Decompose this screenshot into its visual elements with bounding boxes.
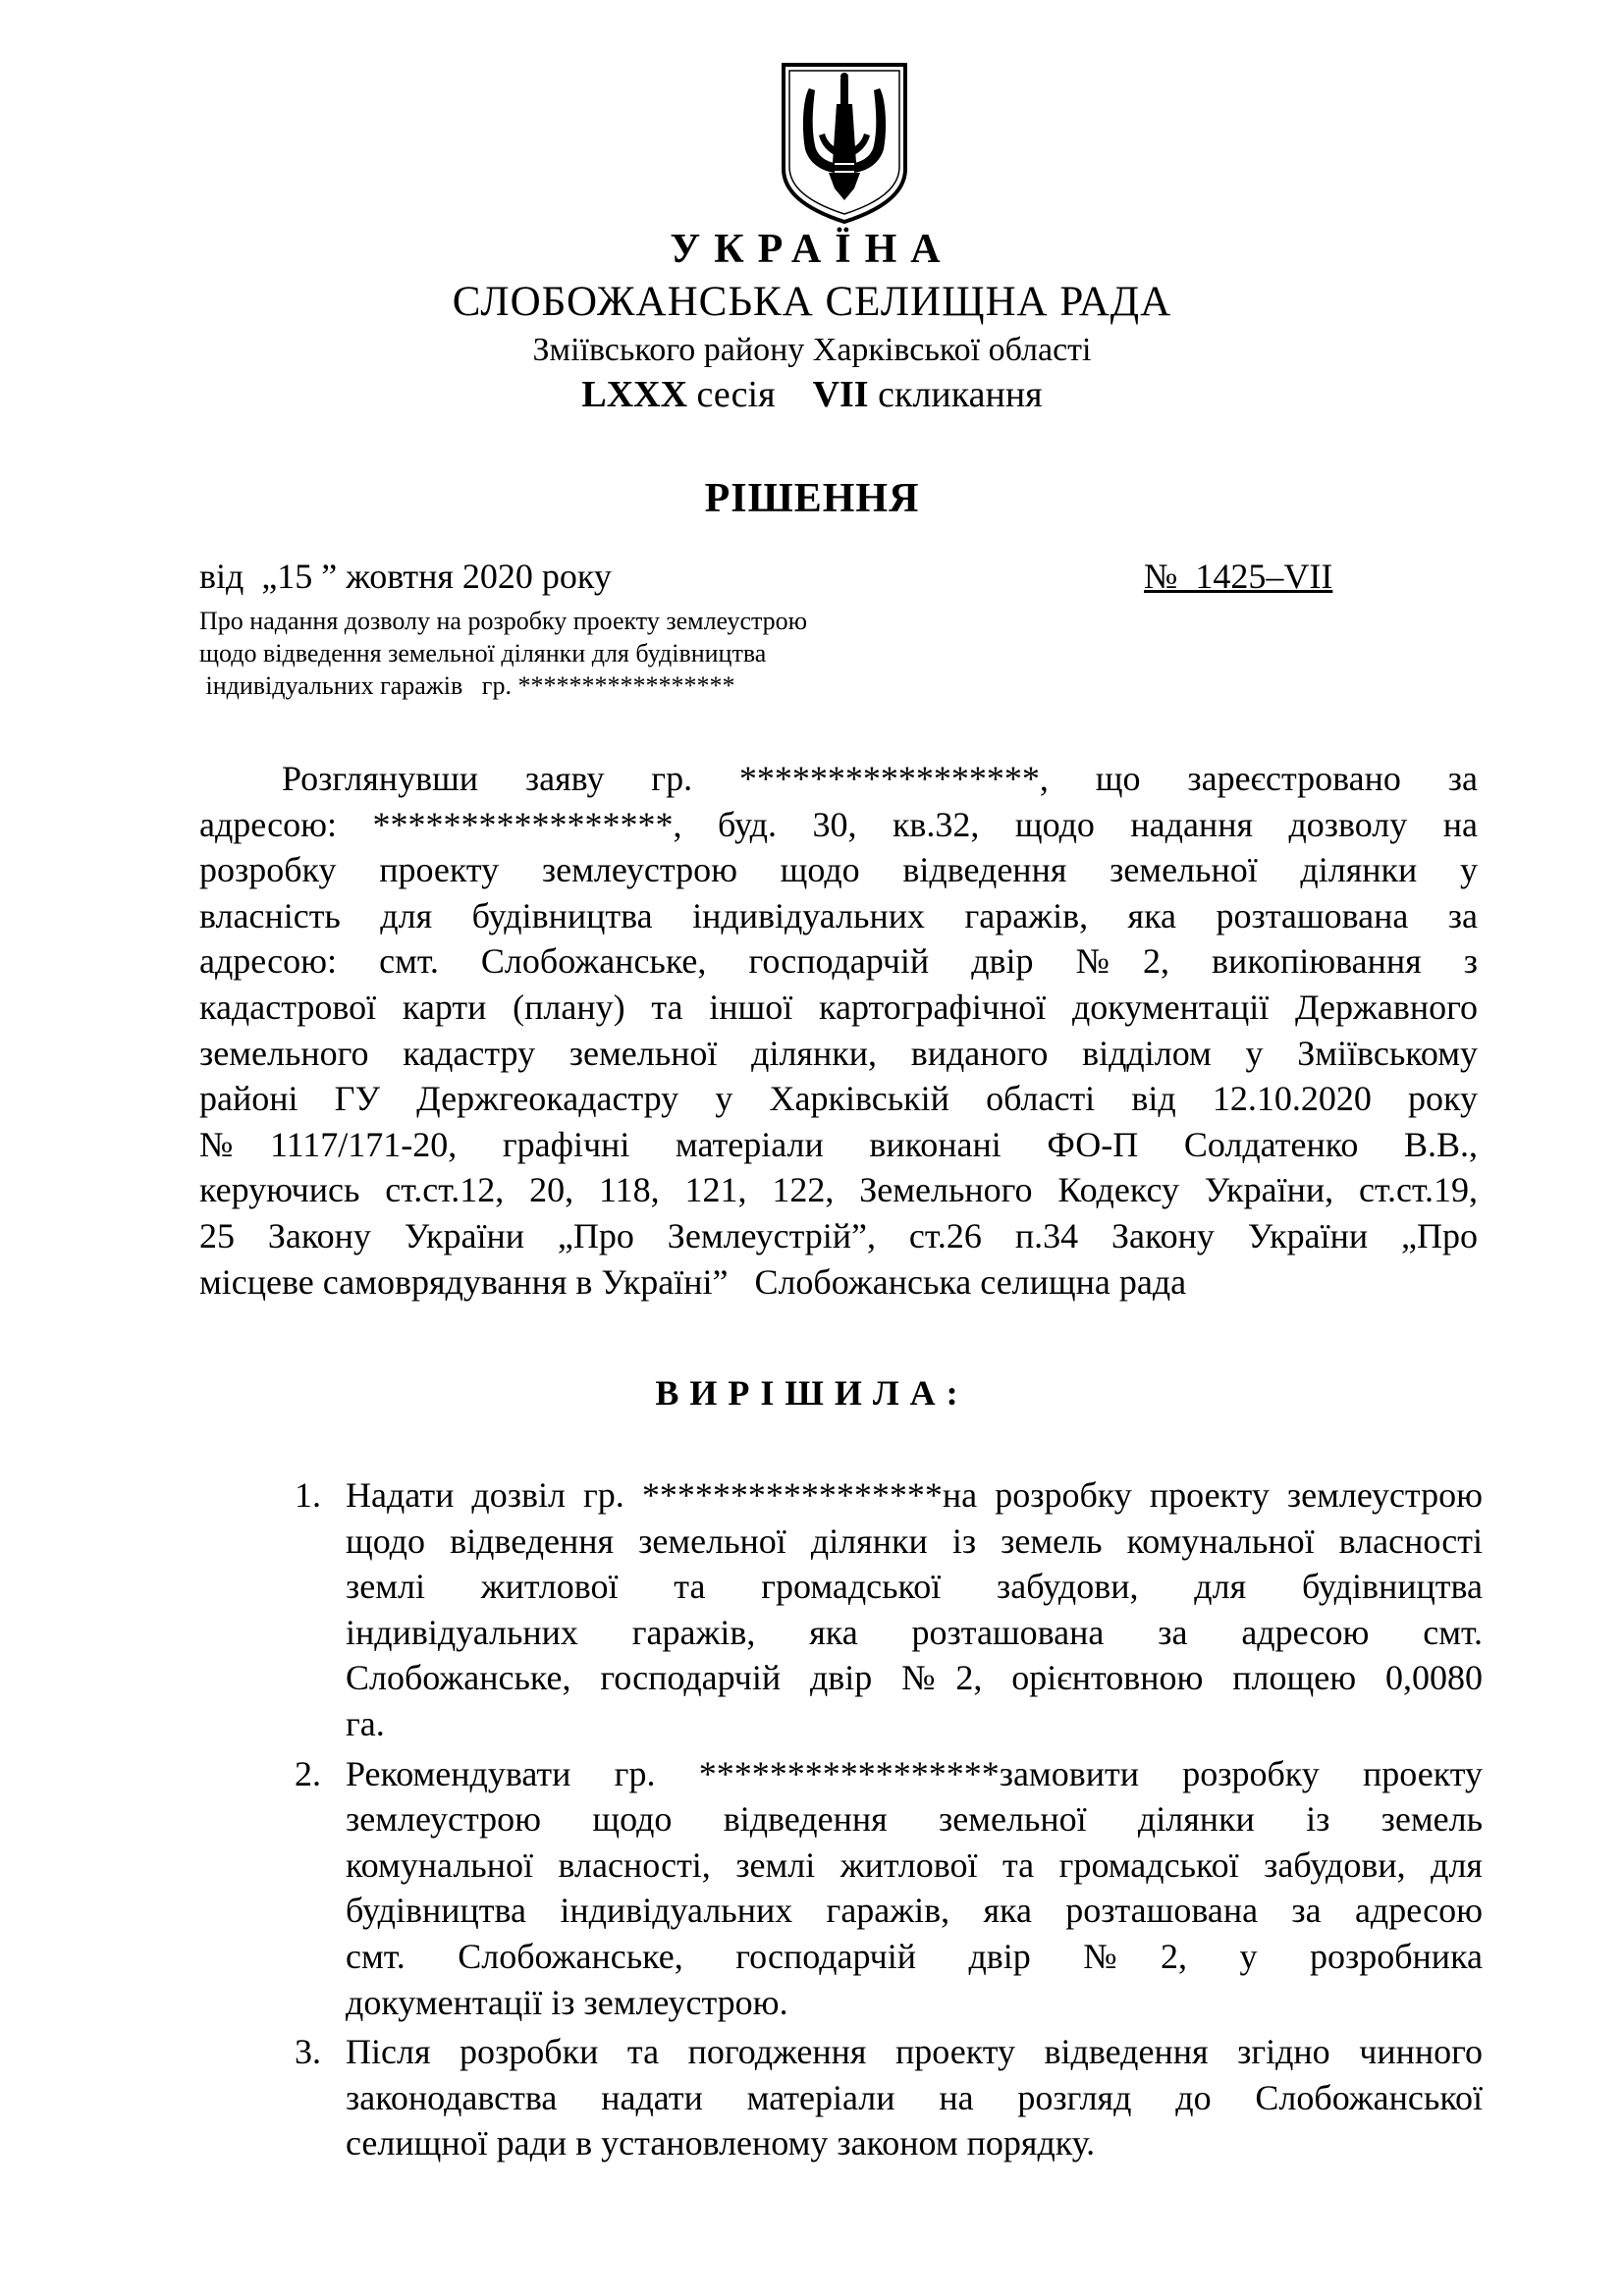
- session-convocation: [0, 373, 1624, 416]
- preamble-line: районі ГУ Держгеокадастру у Харківській області від 12.10.2020 року: [199, 1079, 1478, 1119]
- convocation-word: скликання: [868, 374, 1043, 415]
- decision-date: від „15 ” жовтня 2020 року: [199, 557, 612, 596]
- item-line: Надати дозвіл гр. *****************на розробку проекту землеустрою: [346, 1475, 1483, 1515]
- item-line: землеустрою щодо відведення земельної ділянки із земель: [346, 1799, 1483, 1840]
- item-number: 1.: [295, 1475, 321, 1515]
- coat-of-arms-icon: [776, 59, 913, 226]
- preamble-line: адресою: *****************, буд. 30, кв.32, щодо надання дозволу на: [199, 804, 1478, 844]
- district-region: Зміївського району Харківської області: [532, 332, 1092, 368]
- item-number: 3.: [295, 2032, 321, 2072]
- item-line: будівництва індивідуальних гаражів, яка розташована за адресою: [346, 1891, 1483, 1931]
- decided-heading: ВИРІШИЛА:: [655, 1373, 969, 1413]
- decision-subject: [199, 605, 807, 702]
- item-line: селищної ради в установленому законом порядку.: [346, 2123, 1096, 2163]
- preamble-paragraph: [199, 756, 1478, 1305]
- decision-item-1: [295, 1472, 1483, 1747]
- item-line: індивідуальних гаражів, яка розташована за адресою смт.: [346, 1612, 1483, 1652]
- item-line: законодавства надати матеріали на розгляд до Слобожанської: [346, 2077, 1483, 2117]
- session-word: сесія: [687, 374, 813, 415]
- preamble-line: адресою: смт. Слобожанське, господарчій двір №2, викопіювання з: [199, 941, 1478, 982]
- preamble-line: керуючись ст.ст.12, 20, 118, 121, 122, Земельного Кодексу України, ст.ст.19,: [199, 1170, 1478, 1210]
- item-line: Слобожанське, господарчій двір №2, орієнтовною площею 0,0080: [346, 1658, 1483, 1698]
- council-name: СЛОБОЖАНСЬКА СЕЛИЩНА РАДА: [452, 279, 1172, 325]
- preamble-line: №1117/171-20, графічні матеріали виконані ФО-П Солдатенко В.В.,: [199, 1124, 1478, 1164]
- document-title: РІШЕННЯ: [704, 476, 920, 521]
- decision-number: № 1425–VII: [1144, 557, 1333, 596]
- item-line: смт. Слобожанське, господарчій двір №2, у розробника: [346, 1936, 1483, 1976]
- decision-item-2: [295, 1751, 1483, 2026]
- item-number: 2.: [295, 1753, 321, 1793]
- preamble-line: Розглянувши заяву гр. *****************, що зареєстровано за: [282, 759, 1478, 798]
- preamble-line: розробку проекту землеустрою щодо відведення земельної ділянки у: [199, 850, 1478, 890]
- preamble-line: 25 Закону України „Про Землеустрій”, ст.26 п.34 Закону України „Про: [199, 1215, 1478, 1255]
- decision-item-3: [295, 2029, 1483, 2166]
- subject-line: Про надання дозволу на розробку проекту землеустрою: [199, 607, 808, 635]
- preamble-line: кадастрової карти (плану) та іншої картографічної документації Державного: [199, 987, 1478, 1027]
- subject-line: індивідуальних гаражів гр. *****************: [199, 671, 735, 700]
- session-number: LXXX: [581, 374, 688, 415]
- item-line: щодо відведення земельної ділянки із земель комунальної власності: [346, 1521, 1483, 1561]
- item-line: документації із землеустрою.: [346, 1982, 788, 2022]
- item-line: Рекомендувати гр. *****************замовити розробку проекту: [346, 1753, 1483, 1793]
- country-name: УКРАЇНА: [670, 227, 954, 272]
- item-line: Після розробки та погодження проекту відведення згідно чинного: [346, 2032, 1483, 2072]
- decision-items: [295, 1472, 1483, 2166]
- item-line: землі житлової та громадської забудови, для будівництва: [346, 1567, 1483, 1607]
- preamble-line: власність для будівництва індивідуальних гаражів, яка розташована за: [199, 895, 1478, 935]
- preamble-line: земельного кадастру земельної ділянки, виданого відділом у Зміївському: [199, 1033, 1478, 1073]
- item-line: га.: [346, 1703, 385, 1743]
- item-line: комунальної власності, землі житлової та громадської забудови, для: [346, 1844, 1483, 1885]
- preamble-line: місцеве самоврядування в Україні” Слобожанська селищна рада: [199, 1261, 1187, 1302]
- convocation-number: VII: [812, 374, 869, 415]
- subject-line: щодо відведення земельної ділянки для будівництва: [199, 639, 767, 667]
